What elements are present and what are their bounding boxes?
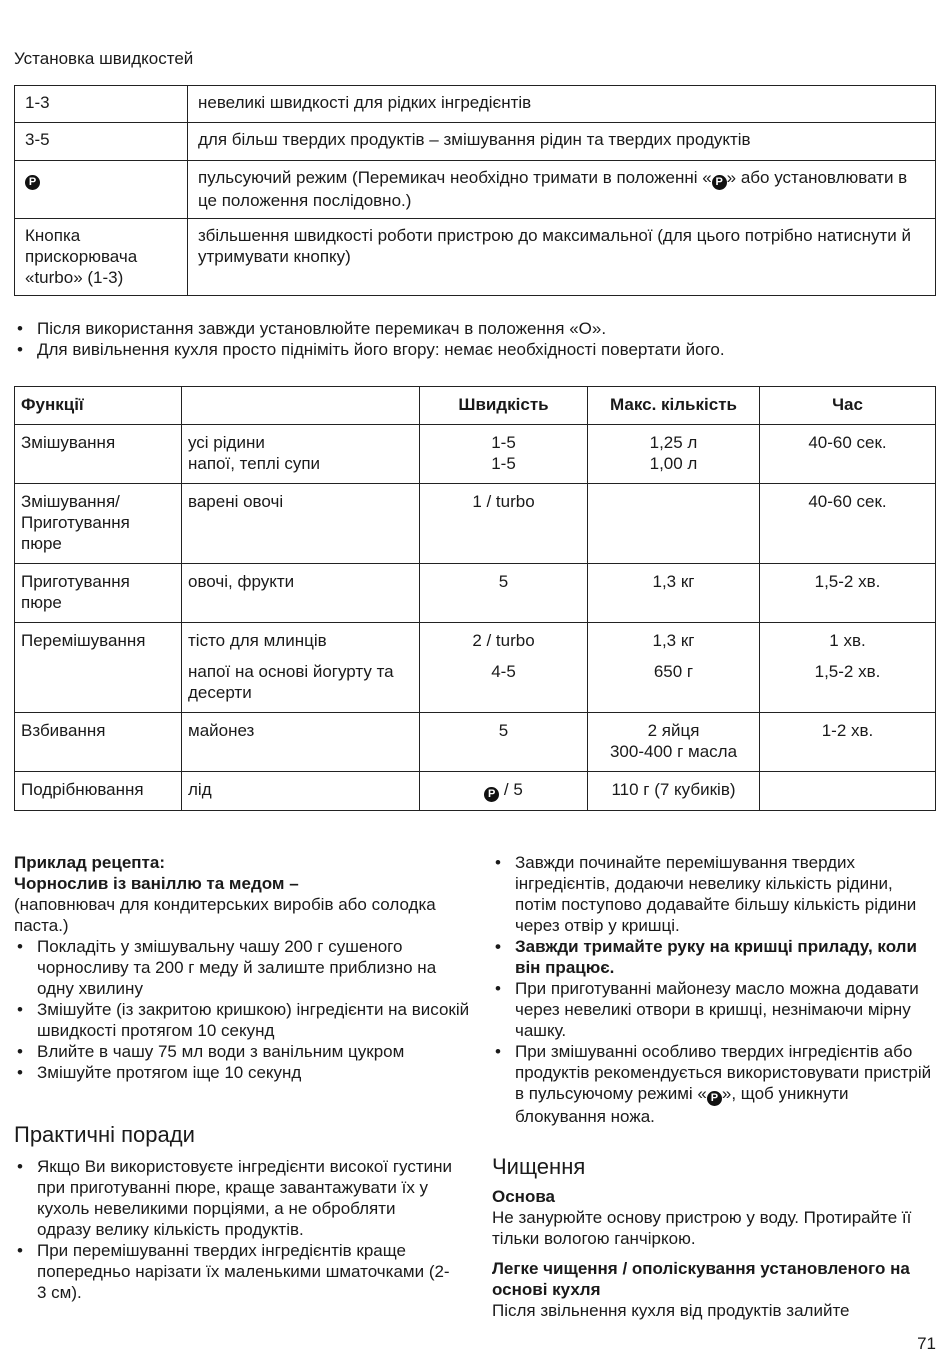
speed-label-pulse [15, 161, 188, 219]
max-value: 300-400 г масла [609, 742, 738, 761]
max-value: 1,3 кг [652, 631, 695, 650]
time-value: 1,5-2 хв. [814, 572, 881, 591]
pulse-icon: P [484, 787, 499, 802]
speed-desc: для більш твердих продуктів – змішування рідин та твердих продуктів [188, 123, 936, 161]
page-number: 71 [917, 1334, 936, 1353]
col-header: Час [760, 387, 936, 425]
rinse-heading: Легке чищення / ополіскування установленого на основі кухля [492, 1259, 910, 1299]
max-value: 1,00 л [649, 454, 698, 473]
cleaning-section [492, 1186, 938, 1321]
item: усі рідини [188, 433, 265, 452]
list-item: • Завжди починайте перемішування твердих інгредієнтів, додаючи невелику кількість рідини, потім поступово додавайте більшу кількість рідини через отвір у кришці. [492, 852, 938, 936]
rinse-text: Після звільнення кухля від продуктів залийте [492, 1301, 850, 1320]
max-cell [588, 772, 760, 811]
speed-cell [420, 484, 588, 564]
table-row [15, 564, 936, 623]
func-cell: Перемішування [15, 623, 182, 713]
item: тісто для млинців [188, 631, 327, 650]
table-row [15, 86, 936, 123]
base-text: Не занурюйте основу пристрою у воду. Протирайте її тільки вологою ганчіркою. [492, 1208, 912, 1248]
table-row [15, 623, 936, 713]
text-part: », щоб уникнути блокування ножа. [515, 1084, 849, 1126]
recipe-steps [14, 936, 470, 1083]
item: лід [188, 780, 212, 799]
list-item: • При перемішуванні твердих інгредієнтів краще попередньо нарізати їх маленькими шматочками (2-3 см). [14, 1240, 454, 1303]
func-cell: Взбивання [15, 713, 182, 772]
speed-value: / 5 [499, 780, 523, 799]
tips-list [14, 1156, 454, 1303]
max-value: 2 яйця [647, 721, 700, 740]
table-row [15, 425, 936, 484]
list-item: • Після використання завжди установлюйте перемикач в положення «O». [14, 318, 934, 339]
speed-cell [420, 772, 588, 811]
func-cell: Змішування [15, 425, 182, 484]
table-row [15, 123, 936, 161]
max-cell [588, 484, 760, 564]
recipe-sub: (наповнювач для кондитерських виробів або солодка паста.) [14, 895, 436, 935]
time-value: 1,5-2 хв. [814, 662, 881, 681]
col-header: Функції [15, 387, 182, 425]
speed-value: 1-5 [491, 433, 516, 452]
list-item: • Влийте в чашу 75 мл води з ванільним цукром [14, 1041, 470, 1062]
max-cell [588, 564, 760, 623]
list-item: • Змішуйте протягом іще 10 секунд [14, 1062, 470, 1083]
item: майонез [188, 721, 255, 740]
time-value: 1-2 хв. [821, 721, 874, 740]
list-item: • Завжди тримайте руку на кришці приладу, коли він працює. [492, 936, 938, 978]
time-cell [760, 425, 936, 484]
func-cell: Подрібнювання [15, 772, 182, 811]
time-value: 1 хв. [829, 631, 866, 650]
text-part: При змішуванні особливо твердих інгредієнтів або продуктів рекомендується використовувати пристрій в пульсуючому режимі « [515, 1042, 932, 1103]
item: напої на основі йогурту та десерти [188, 662, 394, 702]
func-cell: Приготування пюре [15, 564, 182, 623]
recipe-name: Чорнослив із ваніллю та медом – [14, 874, 299, 893]
table-row [15, 484, 936, 564]
table-row [15, 219, 936, 296]
max-value: 110 г (7 кубиків) [611, 780, 736, 799]
list-item: • Для вивільнення кухля просто підніміть його вгору: немає необхідності повертати його. [14, 339, 934, 360]
col-header: Швидкість [420, 387, 588, 425]
recipe-section [14, 852, 470, 1083]
max-cell [588, 425, 760, 484]
cleaning-title: Чищення [492, 1154, 586, 1179]
speed-value: 1 / turbo [472, 492, 535, 511]
time-cell [760, 772, 936, 811]
speed-label: Кнопка прискорювача «turbo» (1-3) [15, 219, 188, 296]
right-list [492, 852, 938, 1127]
time-cell [760, 623, 936, 713]
speed-cell [420, 425, 588, 484]
items-cell [182, 564, 420, 623]
time-value: 40-60 сек. [808, 433, 887, 452]
speed-cell [420, 564, 588, 623]
speed-value: 4-5 [491, 662, 516, 681]
col-header [182, 387, 420, 425]
speed-desc [188, 161, 936, 219]
speed-label: 3-5 [15, 123, 188, 161]
max-value: 1,3 кг [652, 572, 695, 591]
time-cell [760, 564, 936, 623]
speed-desc: невеликі швидкості для рідких інгредієнтів [188, 86, 936, 123]
table-row [15, 161, 936, 219]
time-value: 40-60 сек. [808, 492, 887, 511]
speed-table [14, 85, 936, 296]
time-cell [760, 484, 936, 564]
list-item [492, 1041, 938, 1127]
speed-cell [420, 623, 588, 713]
item: овочі, фрукти [188, 572, 295, 591]
speed-desc-part: » або установлювати в це положення послідовно.) [198, 168, 908, 210]
speed-value: 5 [498, 721, 509, 740]
items-cell [182, 772, 420, 811]
col-header: Макс. кількість [588, 387, 760, 425]
item: напої, теплі супи [188, 454, 321, 473]
list-item: • Якщо Ви використовуєте інгредієнти високої густини при приготуванні пюре, краще завантажувати їх у кухоль невеликими порціями, а не обробляти одразу велику кількість продуктів. [14, 1156, 454, 1240]
functions-table [14, 386, 936, 811]
func-cell: Змішування/ Приготування пюре [15, 484, 182, 564]
pulse-icon: P [707, 1091, 722, 1106]
base-heading: Основа [492, 1187, 556, 1206]
table-row [15, 772, 936, 811]
pulse-icon: P [25, 175, 40, 190]
items-cell [182, 713, 420, 772]
recipe-heading: Приклад рецепта: [14, 853, 165, 872]
list-item: • Змішуйте (із закритою кришкою) інгредієнти на високій швидкості протягом 10 секунд [14, 999, 470, 1041]
time-cell [760, 713, 936, 772]
speed-value: 2 / turbo [472, 631, 535, 650]
max-value: 650 г [653, 662, 694, 681]
speeds-title: Установка швидкостей [14, 49, 194, 68]
speed-cell [420, 713, 588, 772]
list-item: • При приготуванні майонезу масло можна додавати через невеликі отвори в кришці, незнімаючи мірну чашку. [492, 978, 938, 1041]
items-cell [182, 623, 420, 713]
speed-label: 1-3 [15, 86, 188, 123]
max-cell [588, 713, 760, 772]
list-item: • Покладіть у змішувальну чашу 200 г сушеного чорносливу та 200 г меду й залиште приблизно на одну хвилину [14, 936, 470, 999]
speed-desc-part: пульсуючий режим (Перемикач необхідно тримати в положенні « [198, 168, 712, 187]
speed-value: 5 [498, 572, 509, 591]
notes-list [14, 318, 934, 360]
items-cell [182, 425, 420, 484]
table-header-row [15, 387, 936, 425]
item: варені овочі [188, 492, 284, 511]
pulse-icon: P [712, 175, 727, 190]
max-cell [588, 623, 760, 713]
max-value: 1,25 л [649, 433, 698, 452]
speed-value: 1-5 [491, 454, 516, 473]
items-cell [182, 484, 420, 564]
tips-title: Практичні поради [14, 1122, 195, 1147]
speed-desc: збільшення швидкості роботи пристрою до максимальної (для цього потрібно натиснути й утримувати кнопку) [188, 219, 936, 296]
table-row [15, 713, 936, 772]
